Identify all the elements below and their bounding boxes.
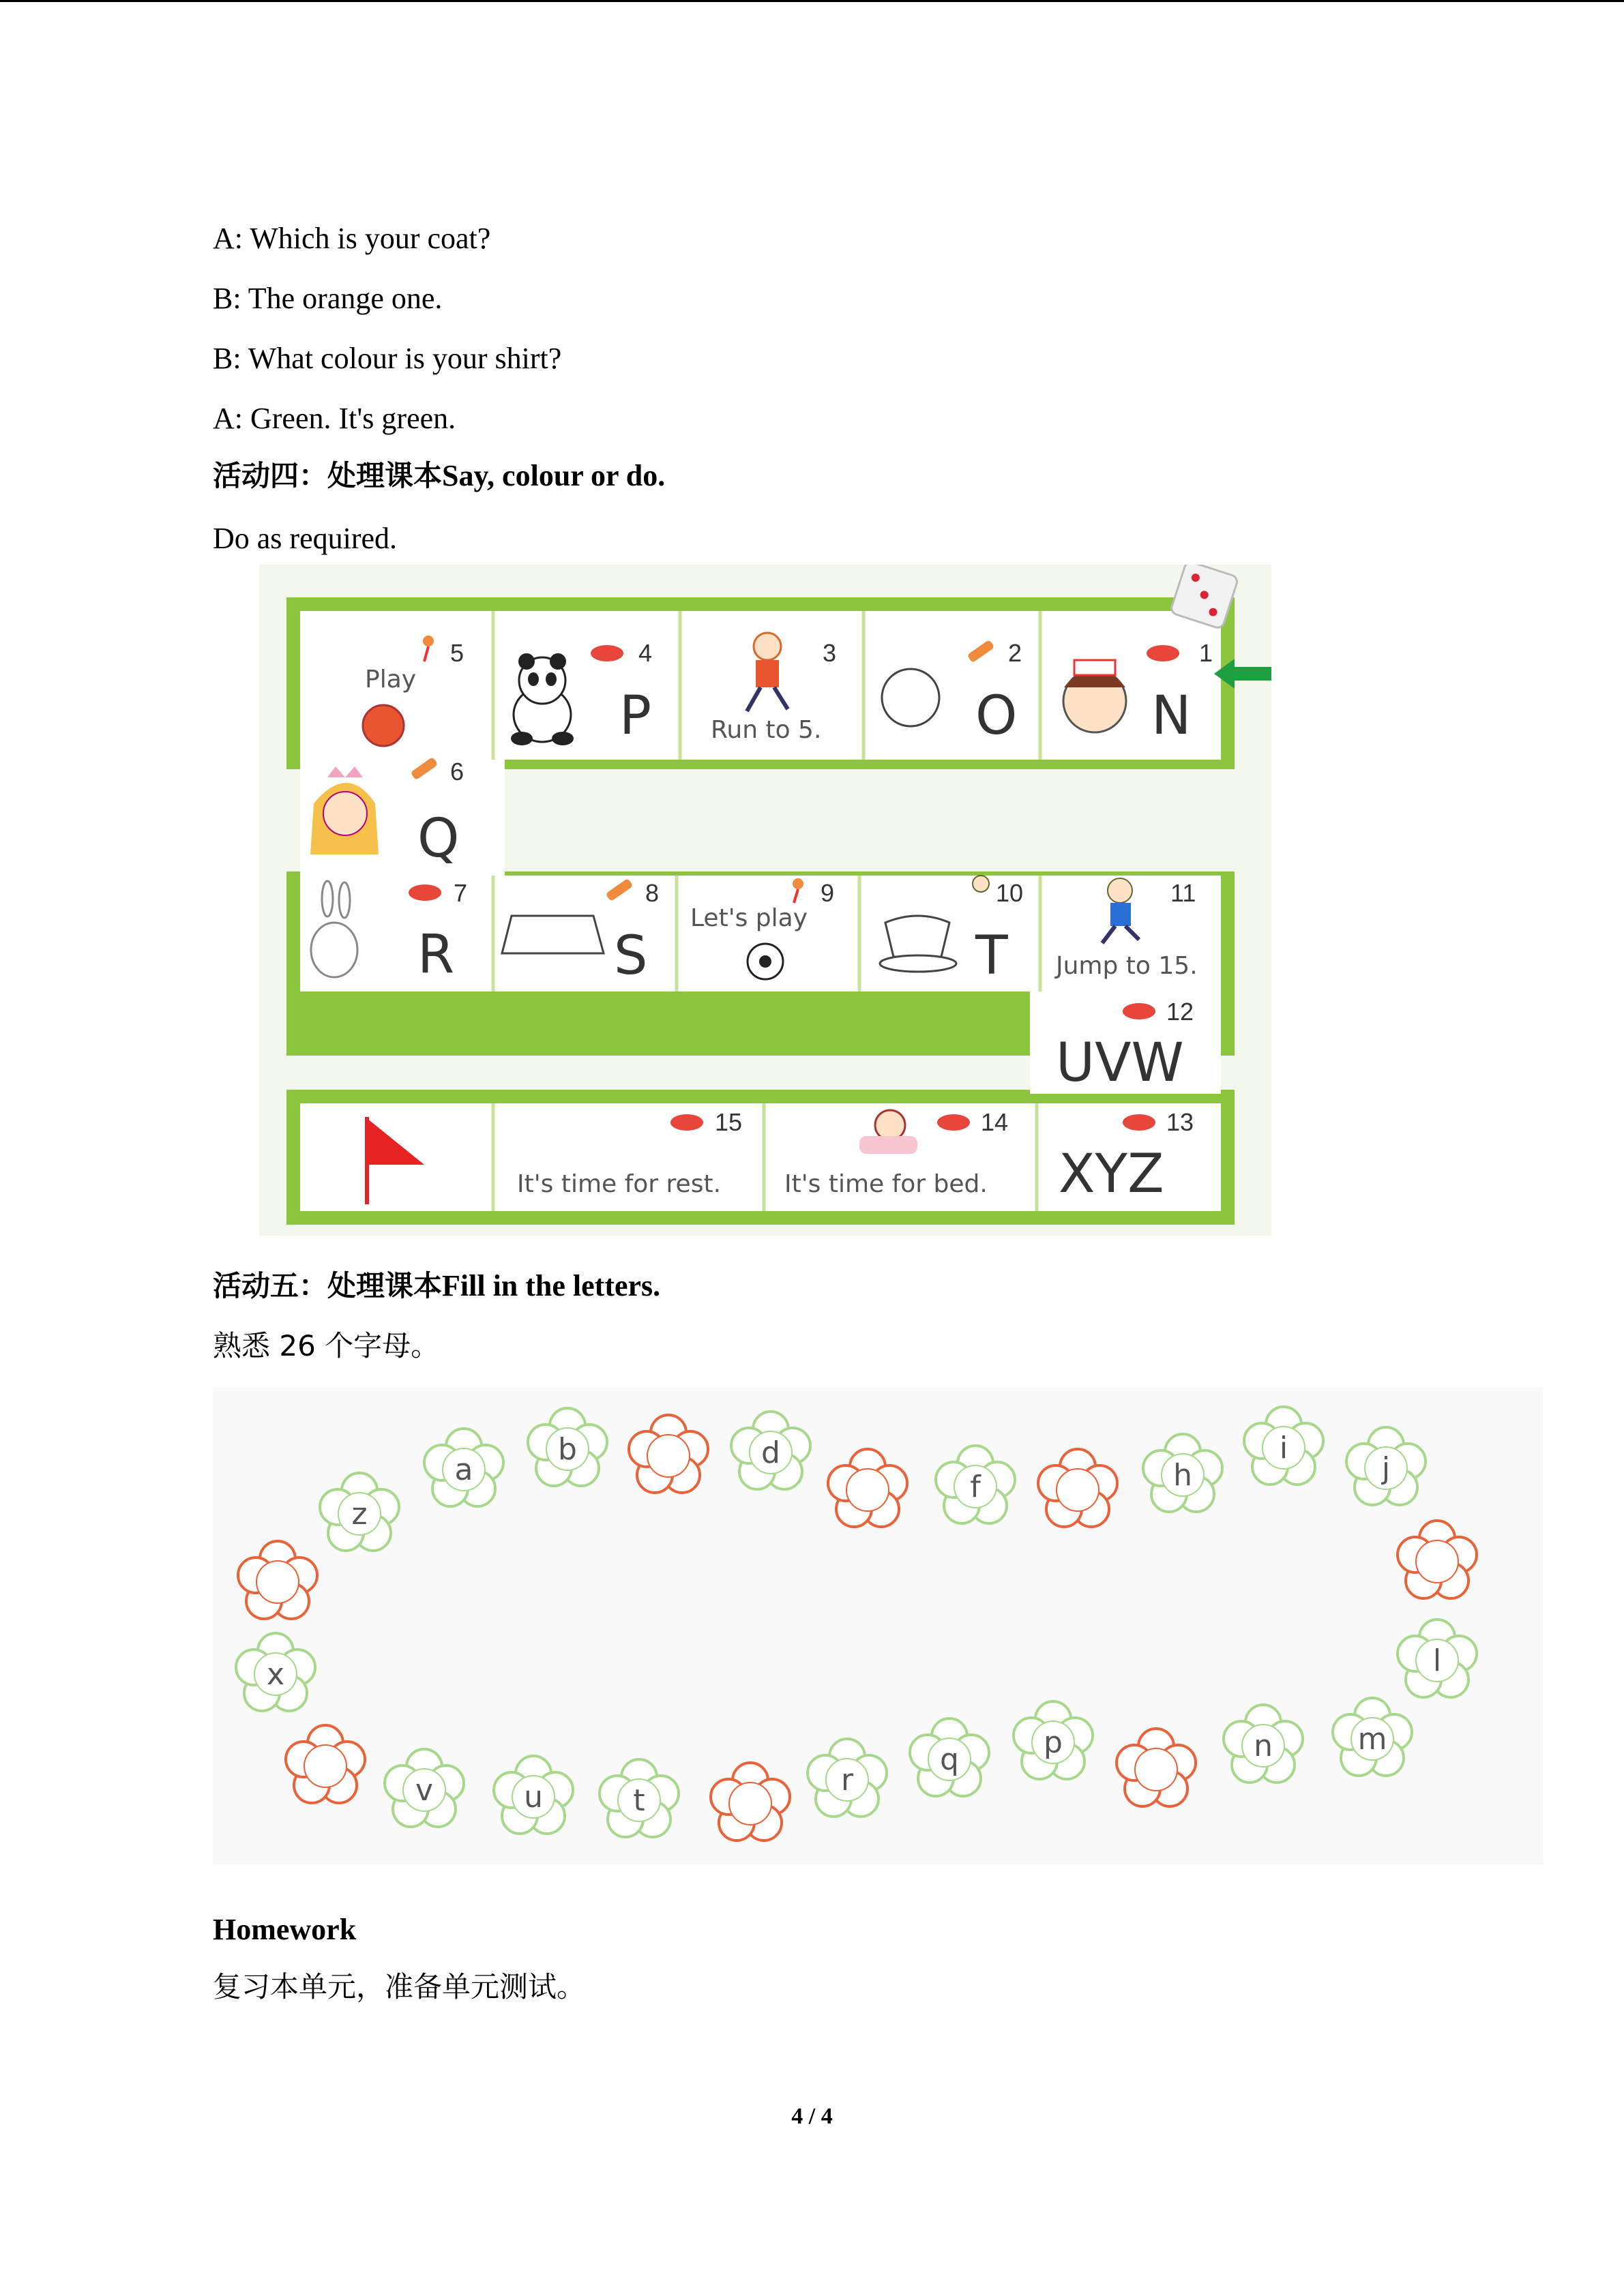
cell-number: 6 [450,758,464,786]
activity4-title-cn: 活动四：处理课本 [213,459,443,492]
flower-letter-text: i [1279,1431,1288,1465]
cell-number: 9 [821,879,835,907]
flower-letter-text: z [351,1497,368,1532]
homework-title: Homework [213,1913,357,1946]
cell-letter: XYZ [1059,1144,1164,1205]
cell-number: 13 [1166,1108,1194,1136]
flower-letter-text: t [633,1783,645,1818]
dialogue-line-1: A: Which is your coat? [213,222,491,255]
flower-letter-text: v [415,1773,434,1808]
board-game-image [259,565,1271,1236]
flower-letter-text: n [1254,1729,1273,1763]
lips-icon [409,884,441,901]
flower-letter-text: h [1173,1458,1192,1493]
cell-letter: UVW [1056,1032,1184,1094]
cell-number: 11 [1170,879,1196,907]
flower-letter-text: j [1381,1451,1391,1486]
lips-icon [937,1114,970,1131]
dialogue-line-3: B: What colour is your shirt? [213,342,562,375]
cell-number: 4 [638,639,653,667]
cell-letter: O [975,685,1018,747]
flower-letter-text: m [1357,1722,1387,1757]
flower-letter-text: x [266,1657,285,1692]
cell-text: It's time for bed. [784,1170,988,1198]
activity5-heading [213,1267,660,1305]
lips-icon [670,1114,703,1131]
orange-icon [882,669,939,726]
flower-letter-text: d [761,1435,780,1470]
activity4-instruction: Do as required. [213,522,398,555]
cell-number: 1 [1199,639,1213,667]
activity5-title-cn: 活动五：处理课本 [213,1269,443,1302]
cell-text: Jump to 15. [1056,952,1198,980]
cell-letter: Q [417,808,460,869]
cell-text: It's time for rest. [517,1170,722,1198]
cell-number: 12 [1166,998,1194,1026]
flower-letter-text: l [1432,1643,1442,1678]
cell-number: 3 [823,639,837,667]
flower-letter-text: p [1044,1725,1063,1760]
skirt-icon [502,916,604,953]
cell-number: 10 [996,879,1024,907]
homework-text: 复习本单元，准备单元测试。 [213,1970,586,2003]
teacup-icon [880,916,956,972]
lips-icon [1123,1114,1155,1131]
cell-number: 7 [454,879,468,907]
lips-icon [1147,645,1179,661]
cell-number: 5 [450,639,464,667]
cell-number: 14 [981,1108,1009,1136]
flower-letter-text: r [840,1763,854,1798]
cell-text: Let's play [690,904,808,932]
flower-letter-text: b [558,1432,577,1467]
lips-icon [1123,1003,1155,1019]
activity5-title-en: Fill in the letters. [442,1269,661,1302]
activity4-title-en: Say, colour or do. [442,459,666,492]
dialogue-line-4: A: Green. It's green. [213,402,456,435]
flower-letter-text: a [454,1452,473,1487]
cell-text: Run to 5. [711,716,822,744]
flower-letter-text: f [970,1470,981,1504]
activity4-heading [213,457,665,495]
flower-letter-text: u [524,1780,543,1815]
dialogue-line-2: B: The orange one. [213,282,443,315]
flower-letter-text: q [940,1742,959,1777]
page-top-border [0,0,1624,2]
basketball-icon [363,705,404,746]
cell-letter: S [614,925,648,987]
cell-letter: T [975,925,1008,987]
cell-text: Play [365,666,417,694]
cell-number: 2 [1008,639,1022,667]
activity5-instruction: 熟悉 26 个字母。 [213,1329,440,1362]
football-patch [759,955,771,968]
cell-letter: N [1151,685,1192,747]
boy-icon [973,876,989,892]
page-number: 4 / 4 [791,2104,833,2129]
letter-flowers-image [213,1388,1543,1865]
cell-number: 15 [715,1108,743,1136]
lips-icon [591,645,623,661]
cell-letter: R [417,924,455,985]
cell-number: 8 [645,879,660,907]
cell-letter: P [619,685,652,747]
